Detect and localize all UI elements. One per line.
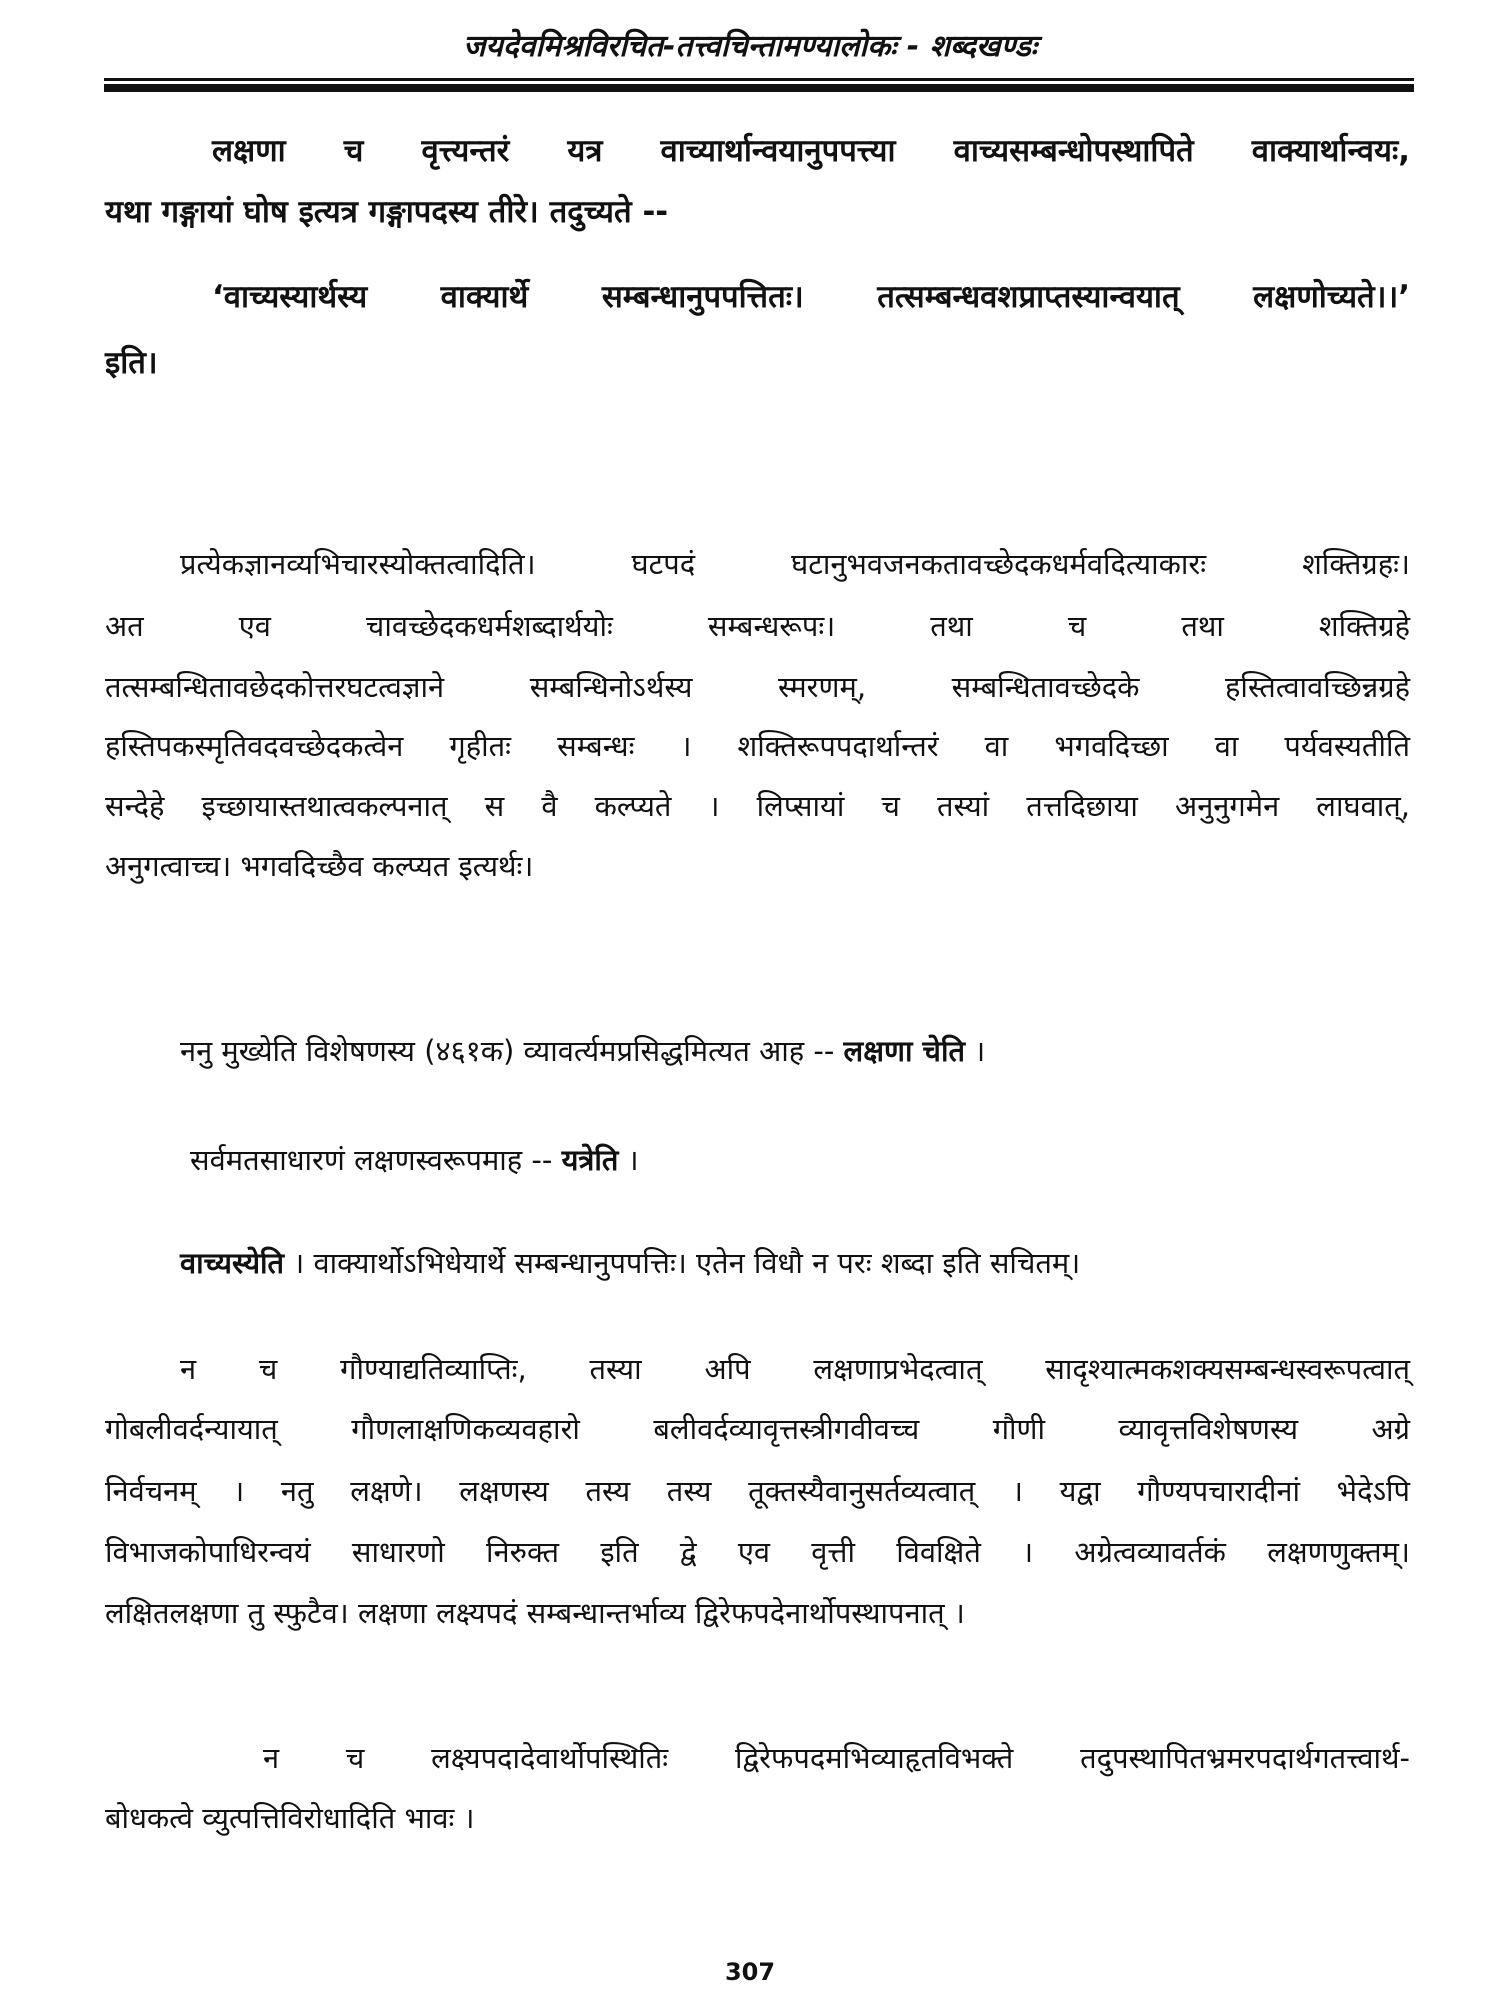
text-line: [180, 544, 1410, 584]
bold-text-segment: ‘वाच्यस्यार्थस्य वाक्यार्थे सम्बन्धानुपपत्तितः। तत्सम्बन्धवशप्राप्तस्यान्वयात् लक्षणोच्यते।।’: [212, 279, 1410, 315]
text-line: [105, 667, 1410, 707]
text-line: [105, 846, 1105, 886]
text-segment: लक्षितलक्षणा तु स्फुटैव। लक्षणा लक्ष्यपदं सम्बन्धान्तर्भाव्य द्विरेफपदेनार्थोपस्थापनात् ।: [105, 1596, 965, 1630]
text-line: [105, 192, 1105, 232]
text-segment: सन्देहे इच्छायास्तथात्वकल्पनात् स वै कल्प्यते । लिप्सायां च तस्यां तत्तदिछाया अनुनुगमेन लाघवात्,: [105, 789, 1410, 823]
bold-text-segment: इति।: [105, 345, 158, 381]
text-line: [105, 1798, 1005, 1838]
text-segment: प्रत्येकज्ञानव्यभिचारस्योक्तत्वादिति। घटपदं घटानुभवजनकतावच्छेदकधर्मवदित्याकारः शक्तिग्रहः।: [180, 547, 1410, 581]
bold-text-segment: यथा गङ्गायां घोष इत्यत्र गङ्गापदस्य तीरे। तदुच्यते --: [105, 194, 669, 230]
text-line: [180, 1031, 1280, 1071]
text-line: [105, 1532, 1410, 1572]
text-line: [105, 1409, 1410, 1449]
text-line: [105, 606, 1410, 646]
text-line: [190, 1140, 1190, 1180]
text-segment: ।: [965, 1034, 986, 1068]
text-line: [105, 726, 1410, 766]
text-line: [105, 343, 405, 383]
text-line: [263, 1738, 1410, 1778]
text-line: [212, 131, 1410, 171]
text-line: [105, 1593, 1410, 1633]
running-header: जयदेवमिश्रविरचित-तत्त्वचिन्तामण्यालोकः - शब्दखण्डः: [463, 29, 1037, 64]
bold-text-segment: वाच्यस्येति: [180, 1246, 285, 1280]
text-line: [105, 786, 1410, 826]
text-line: [180, 1243, 1380, 1283]
text-segment: न च गौण्याद्यतिव्याप्तिः, तस्या अपि लक्षणाप्रभेदत्वात् सादृश्यात्मकशक्यसम्बन्धस्वरूपत्वात्: [180, 1352, 1410, 1386]
page-number: 307: [724, 1958, 776, 1986]
text-segment: न च लक्ष्यपदादेवार्थोपस्थितिः द्विरेफपदमभिव्याहृतविभक्ते तदुपस्थापितभ्रमरपदार्थगतत्त्वार्थ-: [263, 1741, 1410, 1775]
text-segment: अनुगत्वाच्च। भगवदिच्छैव कल्प्यत इत्यर्थः।: [105, 849, 534, 883]
text-segment: तत्सम्बन्धितावछेदकोत्तरघटत्वज्ञाने सम्बन्धिनोऽर्थस्य स्मरणम्, सम्बन्धितावच्छेदके हस्तित्वावच्छिन्नग्रहे: [105, 670, 1410, 704]
text-segment: ।: [618, 1143, 639, 1177]
text-segment: हस्तिपकस्मृतिवदवच्छेदकत्वेन गृहीतः सम्बन्धः । शक्तिरूपपदार्थान्तरं वा भगवदिच्छा वा पर्यवस्यतीति: [105, 729, 1410, 763]
text-segment: अत एव चावच्छेदकधर्मशब्दार्थयोः सम्बन्धरूपः। तथा च तथा शक्तिग्रहे: [105, 609, 1410, 643]
text-segment: । वाक्यार्थोऽभिधेयार्थे सम्बन्धानुपपत्तिः। एतेन विधौ न परः शब्दा इति सचितम्।: [284, 1246, 1081, 1280]
header-rule-thick: [104, 84, 1414, 92]
text-segment: निर्वचनम् । नतु लक्षणे। लक्षणस्य तस्य तस्य तूक्तस्यैवानुसर्तव्यत्वात् । यद्वा गौण्यपचारादीनां भेदेऽपि: [105, 1474, 1410, 1508]
text-segment: सर्वमतसाधारणं लक्षणस्वरूपमाह --: [190, 1143, 562, 1177]
text-line: [180, 1349, 1410, 1389]
bold-text-segment: यत्रेति: [561, 1143, 619, 1177]
text-segment: विभाजकोपाधिरन्वयं साधारणो निरुक्त इति द्वे एव वृत्ती विवक्षिते । अग्रेत्वव्यावर्तकं लक्षणणुक्तम्।: [105, 1535, 1410, 1569]
text-line: [105, 1471, 1410, 1511]
text-line: [212, 277, 1410, 317]
text-segment: ननु मुख्येति विशेषणस्य (४६१क) व्यावर्त्यमप्रसिद्धमित्यत आह --: [180, 1034, 844, 1068]
text-segment: बोधकत्वे व्युत्पत्तिविरोधादिति भावः ।: [105, 1801, 475, 1835]
bold-text-segment: लक्षणा चेति: [843, 1034, 966, 1068]
bold-text-segment: लक्षणा च वृत्त्यन्तरं यत्र वाच्यार्थान्वयानुपपत्त्या वाच्यसम्बन्धोपस्थापिते वाक्यार्थान्वयः,: [212, 133, 1410, 169]
text-segment: गोबलीवर्दन्यायात् गौणलाक्षणिकव्यवहारो बलीवर्दव्यावृत्तस्त्रीगवीवच्च गौणी व्यावृत्तविशेषणस्य अग्रे: [105, 1412, 1410, 1446]
header-rule-thin: [104, 78, 1414, 81]
